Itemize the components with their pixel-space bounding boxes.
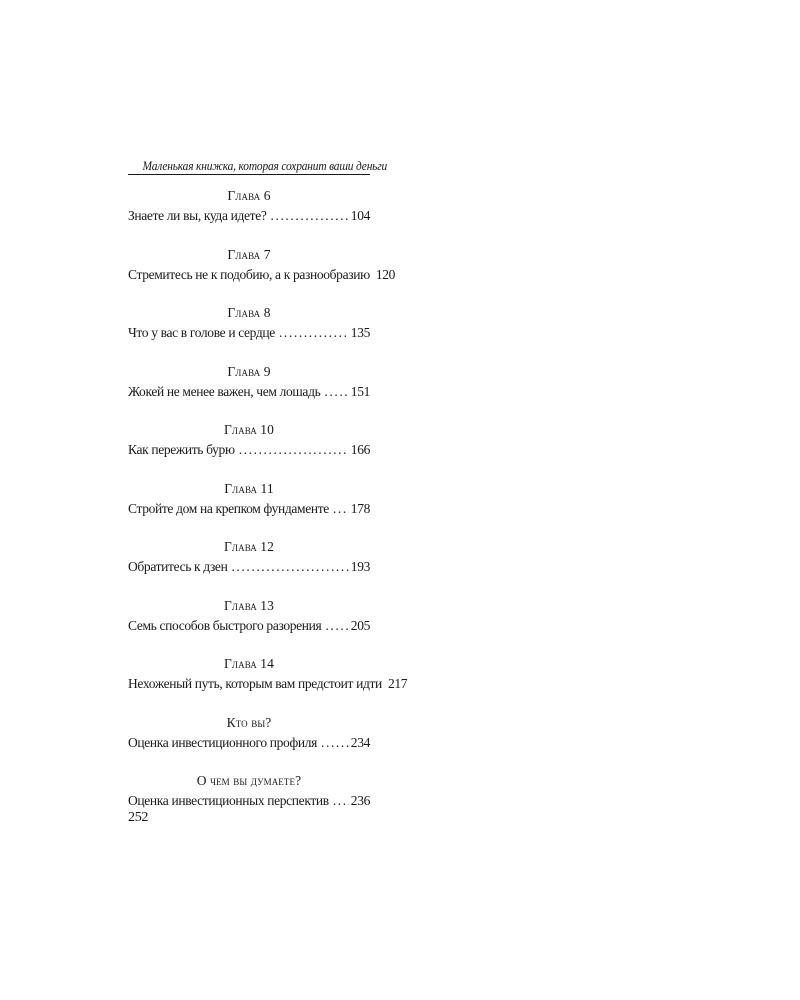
chapter-label: Кто вы? — [226, 714, 272, 730]
entry-page-number: 234 — [350, 734, 370, 750]
chapter-label: Глава 10 — [223, 422, 275, 437]
toc-line — [128, 733, 370, 753]
chapter-label: Глава 9 — [227, 363, 271, 379]
entry-page-number: 236 — [350, 793, 370, 808]
header-rule — [128, 174, 370, 175]
chapter-label: Глава 14 — [223, 656, 275, 671]
entry-title: Оценка инвестиционного профиля — [128, 734, 317, 750]
toc-entry-chapter-6 — [128, 186, 370, 245]
entry-page-number: 135 — [350, 325, 370, 340]
chapter-label: О чем вы думаете? — [196, 773, 302, 788]
entry-page-number: 178 — [350, 500, 370, 516]
entry-page-number: 151 — [350, 383, 370, 399]
entry-page-number: 193 — [350, 559, 370, 574]
entry-title: Знаете ли вы, куда идете? — [128, 208, 267, 223]
entry-title: Оценка инвестиционных перспектив — [128, 793, 329, 808]
dot-leader — [321, 733, 349, 753]
entry-page-number: 217 — [387, 676, 408, 691]
toc-entry-chapter-10 — [128, 420, 370, 479]
chapter-label: Глава 13 — [223, 597, 275, 613]
chapter-label: Глава 8 — [227, 305, 271, 320]
dot-leader — [271, 206, 349, 226]
running-head: Маленькая книжка, которая сохранит ваши деньги — [142, 158, 388, 173]
entry-title: Нехоженый путь, которым вам предстоит идти — [128, 676, 382, 691]
toc-entry-chapter-14 — [128, 654, 408, 713]
toc-line — [128, 382, 370, 402]
toc-line — [128, 323, 370, 343]
entry-page-number: 120 — [375, 266, 396, 282]
page-number: 252 — [128, 810, 149, 825]
toc-entry-who-are-you — [128, 713, 370, 772]
entry-title: Обратитесь к дзен — [128, 559, 228, 574]
toc-line — [128, 791, 370, 811]
toc-entry-chapter-7 — [128, 245, 396, 304]
toc-entry-chapter-9 — [128, 362, 370, 421]
entry-title: Как пережить бурю — [128, 442, 235, 457]
toc-line — [128, 265, 396, 285]
dot-leader — [325, 616, 348, 636]
dot-leader — [324, 382, 348, 402]
toc-line — [128, 206, 370, 226]
toc-entry-chapter-11 — [128, 479, 370, 538]
entry-title: Жокей не менее важен, чем лошадь — [128, 383, 321, 399]
chapter-label: Глава 12 — [223, 539, 275, 554]
toc-entry-chapter-8 — [128, 303, 370, 362]
entry-page-number: 104 — [350, 208, 370, 223]
dot-leader — [279, 323, 349, 343]
chapter-label: Глава 11 — [224, 480, 274, 496]
toc-line — [128, 440, 370, 460]
toc-line — [128, 557, 370, 577]
entry-title: Семь способов быстрого разорения — [128, 617, 322, 633]
toc-entry-what-do-you-think — [128, 771, 370, 830]
toc-line — [128, 616, 370, 636]
toc-line — [128, 674, 408, 694]
toc-entry-chapter-12 — [128, 537, 370, 596]
entry-page-number: 205 — [350, 617, 370, 633]
toc-line — [128, 499, 370, 519]
entry-title: Стремитесь не к подобию, а к разнообразию — [128, 266, 370, 282]
dot-leader — [333, 791, 349, 811]
entry-page-number: 166 — [350, 442, 370, 457]
dot-leader — [231, 557, 348, 577]
chapter-label: Глава 6 — [227, 188, 271, 203]
entry-title: Что у вас в голове и сердце — [128, 325, 275, 340]
table-of-contents — [128, 186, 408, 830]
entry-title: Стройте дом на крепком фундаменте — [128, 500, 329, 516]
chapter-label: Глава 7 — [227, 246, 271, 262]
dot-leader — [333, 499, 349, 519]
dot-leader — [239, 440, 349, 460]
toc-entry-chapter-13 — [128, 596, 370, 655]
